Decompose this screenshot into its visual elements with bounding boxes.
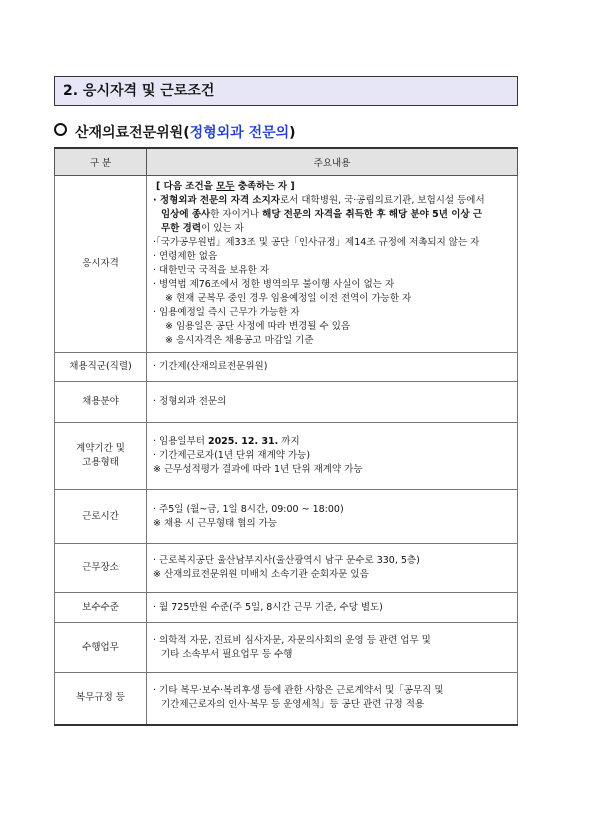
qualification-note: ※ 임용일은 공단 사정에 따라 변경될 수 있음 — [165, 321, 351, 332]
row-label-position: 채용직군(직렬) — [55, 353, 147, 382]
contract-line: · 임용일부터 2025. 12. 31. 까지 — [153, 436, 300, 447]
contract-note: ※ 근무성적평가 결과에 따라 1년 단위 재계약 가능 — [153, 464, 363, 475]
qualification-bullet: · 임용예정일 즉시 근무가 가능한 자 — [153, 307, 300, 318]
subtitle — [54, 122, 296, 142]
table-row — [55, 353, 518, 382]
qualification-note: ※ 현재 군복무 중인 경우 임용예정일 이전 전역이 가능한 자 — [165, 293, 412, 304]
row-label-place: 근무장소 — [55, 544, 147, 593]
table-row — [55, 544, 518, 593]
qualification-bullet: · 정형외과 전문의 자격 소지자로서 대학병원, 국·공립의료기관, 보험시설 등에서 — [153, 195, 485, 206]
qualification-bullet: ·「국가공무원법」제33조 및 공단「인사규정」제14조 규정에 저촉되지 않는 자 — [153, 237, 480, 248]
table-row — [55, 673, 518, 725]
table-row — [55, 490, 518, 544]
header-category: 구 분 — [55, 148, 147, 176]
row-label-qualification: 응시자격 — [55, 176, 147, 353]
row-label-duty: 수행업무 — [55, 623, 147, 673]
hours-content: · 주5일 (월~금, 1일 8시간, 09:00 ~ 18:00) ※ 채용 시 근무형태 협의 가능 — [147, 490, 518, 544]
circle-bullet-icon — [54, 123, 67, 136]
qualification-note: ※ 응시자격은 채용공고 마감일 기준 — [165, 335, 314, 346]
table-row — [55, 176, 518, 353]
table-row — [55, 593, 518, 623]
row-label-hours: 근로시간 — [55, 490, 147, 544]
field-content: · 정형외과 전문의 — [147, 382, 518, 423]
duty-content: · 의학적 자문, 진료비 심사자문, 자문의사회의 운영 등 관련 업무 및 기타 소속부서 필요업무 등 수행 — [147, 623, 518, 673]
table-row — [55, 382, 518, 423]
position-content: · 기간제(산재의료전문위원) — [147, 353, 518, 382]
pay-content: · 월 725만원 수준(주 5일, 8시간 근무 기준, 수당 별도) — [147, 593, 518, 623]
contract-content — [147, 423, 518, 490]
row-label-contract: 계약기간 및 고용형태 — [55, 423, 147, 490]
subtitle-close: ) — [289, 125, 296, 141]
header-content: 주요내용 — [147, 148, 518, 176]
rules-content: · 기타 복무·보수·복리후생 등에 관한 사항은 근로계약서 및「공무직 및 기간제근로자의 인사·복무 등 운영세칙」등 공단 관련 규정 적용 — [147, 673, 518, 725]
qualification-bullet: · 대한민국 국적을 보유한 자 — [153, 265, 270, 276]
condition-heading: [ 다음 조건을 모두 충족하는 자 ] — [156, 181, 295, 192]
contract-line: · 기간제근로자(1년 단위 재계약 가능) — [153, 450, 311, 461]
section-title — [54, 76, 518, 106]
place-content: · 근로복지공단 울산남부지사(울산광역시 남구 문수로 330, 5층) ※ 산재의료전문위원 미배치 소속기관 순회자문 있음 — [147, 544, 518, 593]
conditions-table — [54, 147, 518, 726]
qualification-content — [147, 176, 518, 353]
qualification-bullet-cont: 임상에 종사한 자이거나 해당 전문의 자격을 취득한 후 해당 분야 5년 이상 근 — [161, 209, 483, 220]
table-header-row — [55, 148, 518, 176]
qualification-bullet-cont: 무한 경력이 있는 자 — [161, 223, 244, 234]
qualification-bullet: · 연령제한 없음 — [153, 251, 218, 262]
subtitle-accent: 정형외과 전문의 — [189, 125, 290, 141]
section-title-text: 2. 응시자격 및 근로조건 — [63, 83, 215, 99]
subtitle-main: 산재의료전문위원( — [75, 125, 190, 141]
row-label-rules: 복무규정 등 — [55, 673, 147, 725]
qualification-bullet: · 병역법 제76조에서 정한 병역의무 불이행 사실이 없는 자 — [153, 279, 395, 290]
row-label-field: 채용분야 — [55, 382, 147, 423]
table-row — [55, 623, 518, 673]
row-label-pay: 보수수준 — [55, 593, 147, 623]
table-row — [55, 423, 518, 490]
